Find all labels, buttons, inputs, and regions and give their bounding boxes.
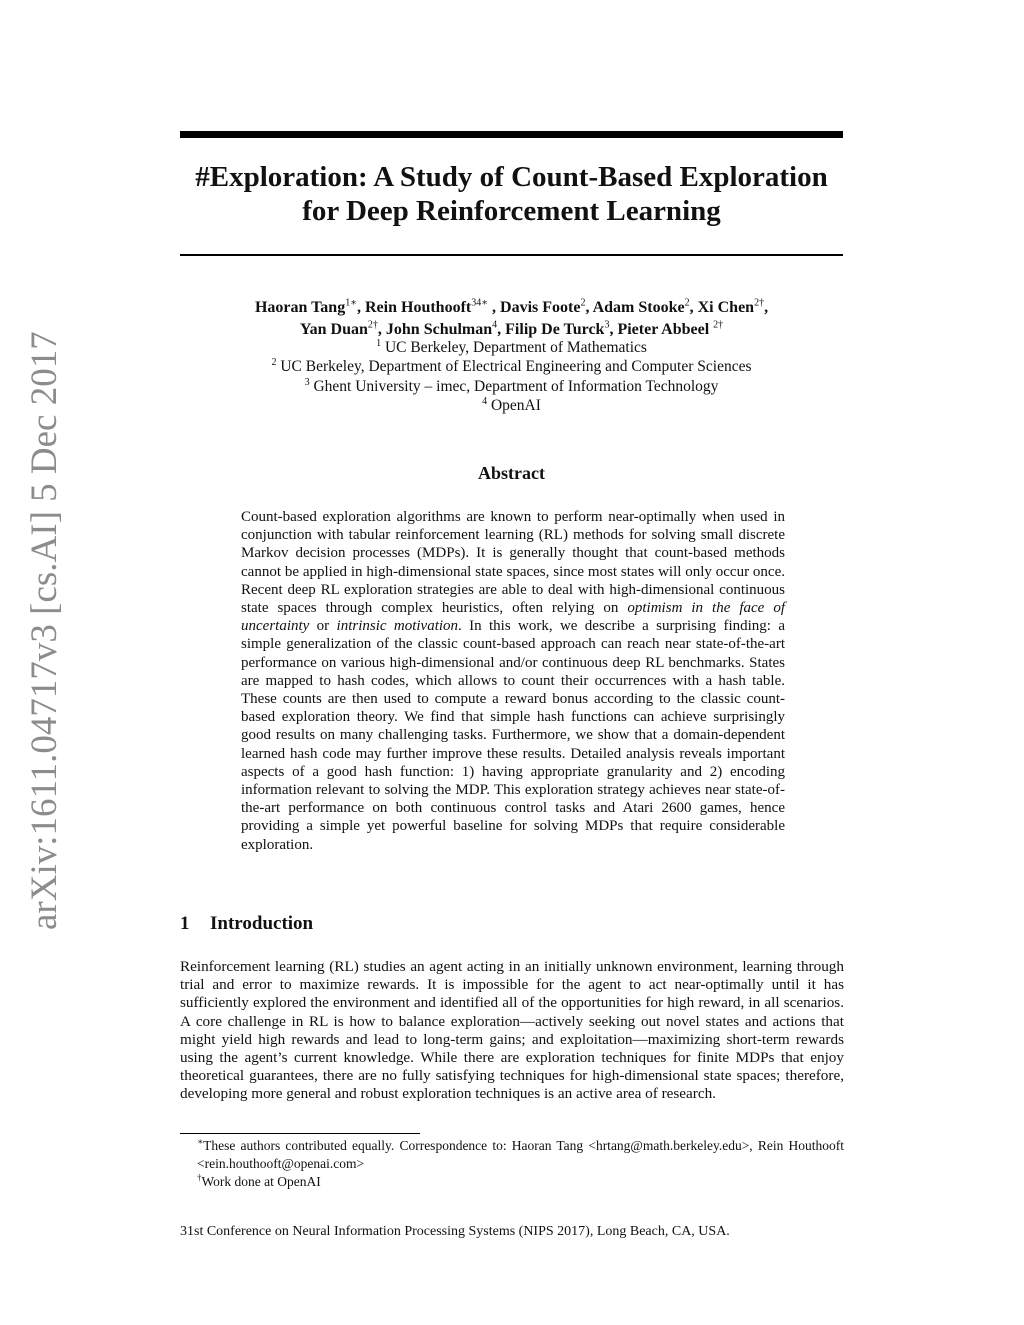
section-title: Introduction (210, 913, 314, 934)
paper-title (160, 160, 863, 228)
footnote-text: These authors contributed equally. Correspondence to: Haoran Tang <hrtang@math.berkeley.edu>, Rein Houthooft <rein.houthooft@openai.com> (197, 1138, 844, 1171)
author-affiliation-mark: 3 (604, 319, 610, 331)
footnote (180, 1137, 844, 1173)
author-separator: , (689, 299, 698, 316)
footnote-rule (180, 1133, 420, 1134)
affiliation-text: Ghent University – imec, Department of Information Technology (309, 377, 719, 395)
author-affiliation-mark: 1∗ (345, 297, 357, 309)
conference-notice: 31st Conference on Neural Information Processing Systems (NIPS 2017), Long Beach, CA, USA. (180, 1224, 730, 1239)
author-affiliation-mark: 4 (492, 319, 498, 331)
author-affiliation-mark: 2 (684, 297, 690, 309)
title-rule-bottom (180, 254, 843, 256)
affiliation-mark: 1 (376, 337, 382, 349)
author-name: John Schulman (385, 321, 493, 338)
affiliation-text: UC Berkeley, Department of Mathematics (381, 339, 647, 356)
author-separator: , (497, 321, 506, 338)
abstract-body (241, 508, 785, 854)
abstract-emphasis: optimism in the face of uncertainty (241, 600, 785, 635)
author-separator: , (764, 299, 769, 316)
affiliation-mark: 3 (304, 376, 310, 388)
affiliation-text: UC Berkeley, Department of Electrical Engineering and Computer Sciences (276, 358, 752, 376)
author-affiliation-mark: 2† (754, 297, 765, 309)
affiliation (160, 338, 863, 357)
footnote (180, 1173, 844, 1191)
footnotes (180, 1137, 844, 1191)
affiliation-mark: 2 (271, 357, 277, 369)
paper-title-line-2: for Deep Reinforcement Learning (302, 195, 721, 227)
abstract-paragraph (241, 508, 785, 854)
author-name: Davis Foote (500, 299, 581, 316)
author-affiliation-mark: 2 (580, 297, 586, 309)
author-name: Filip De Turck (505, 321, 605, 338)
author-affiliation-mark: 2† (713, 319, 724, 331)
affiliation (160, 377, 863, 396)
affiliation (160, 396, 863, 415)
author-name: Haoran Tang (254, 299, 346, 316)
author-separator: , (377, 321, 386, 338)
author-separator: , (585, 299, 593, 316)
affiliation-mark: 4 (482, 395, 488, 407)
author-line-1 (160, 297, 863, 319)
paper-title-line-1: #Exploration: A Study of Count-Based Exploration (195, 161, 828, 193)
author-name: Xi Chen (697, 299, 755, 316)
author-name: Pieter Abbeel (617, 321, 714, 338)
affiliation (160, 357, 863, 376)
affiliation-list (160, 338, 863, 415)
abstract-text: or (309, 618, 337, 635)
author-list (160, 297, 863, 341)
arxiv-stamp: arXiv:1611.04717v3 [cs.AI] 5 Dec 2017 (24, 331, 65, 930)
section-heading-introduction (180, 912, 313, 936)
author-affiliation-mark: 2† (367, 319, 378, 331)
section-number: 1 (180, 913, 190, 934)
author-separator: , (609, 321, 618, 338)
author-affiliation-mark: 34∗ (471, 297, 489, 309)
introduction-paragraph: Reinforcement learning (RL) studies an agent acting in an initially unknown environment, learning through trial and error to maximize rewards. It is impossible for the agent to act near-optimally until it has sufficiently explored the environment and identified all of the opportunities for high reward, in all scenarios. A core challenge in RL is how to balance exploration—actively seeking out novel states and actions that might yield high rewards and lead to long-term gains; and exploitation—maximizing short-term rewards using the agent’s current knowledge. While there are exploration techniques for finite MDPs that enjoy theoretical guarantees, there are no fully satisfying techniques for high-dimensional state spaces; therefore, developing more general and robust exploration techniques is an active area of research. (180, 958, 844, 1103)
footnote-text: Work done at OpenAI (201, 1174, 321, 1189)
author-separator: , (357, 299, 365, 316)
abstract-text: . In this work, we describe a surprising finding: a simple generalization of the classic count-based approach can reach near state-of-the-art performance on various high-dimensional and/or continuous deep RL benchmarks. States are mapped to hash codes, which allows to count their occurrences with a hash table. These counts are then used to compute a reward bonus according to the classic count-based exploration theory. We find that simple hash functions can achieve surprisingly good results on many challenging tasks. Furthermore, we show that a domain-dependent learned hash code may further improve these results. Detailed analysis reveals important aspects of a good hash function: 1) having appropriate granularity and 2) encoding information relevant to solving the MDP. This exploration strategy achieves near state-of-the-art performance on both continuous control tasks and Atari 2600 games, hence providing a simple yet powerful baseline for solving MDPs that require considerable exploration. (241, 618, 785, 853)
author-separator: , (488, 299, 501, 316)
footnote-mark: ∗ (197, 1136, 204, 1147)
abstract-heading: Abstract (478, 463, 545, 483)
abstract-emphasis: intrinsic motivation (336, 618, 459, 635)
author-name: Adam Stooke (592, 299, 685, 316)
affiliation-text: OpenAI (487, 396, 541, 414)
title-rule-top (180, 131, 843, 138)
author-name: Rein Houthooft (365, 299, 472, 316)
author-name: Yan Duan (299, 321, 368, 338)
abstract-text: Count-based exploration algorithms are known to perform near-optimally when used in conjunction with tabular reinforcement learning (RL) methods for solving small discrete Markov decision processes (MDPs). It is generally thought that count-based methods cannot be applied in high-dimensional state spaces, since most states will only occur once. Recent deep RL exploration strategies are able to deal with high-dimensional continuous state spaces through complex heuristics, often relying on (241, 509, 785, 617)
footnote-mark: † (197, 1172, 202, 1183)
